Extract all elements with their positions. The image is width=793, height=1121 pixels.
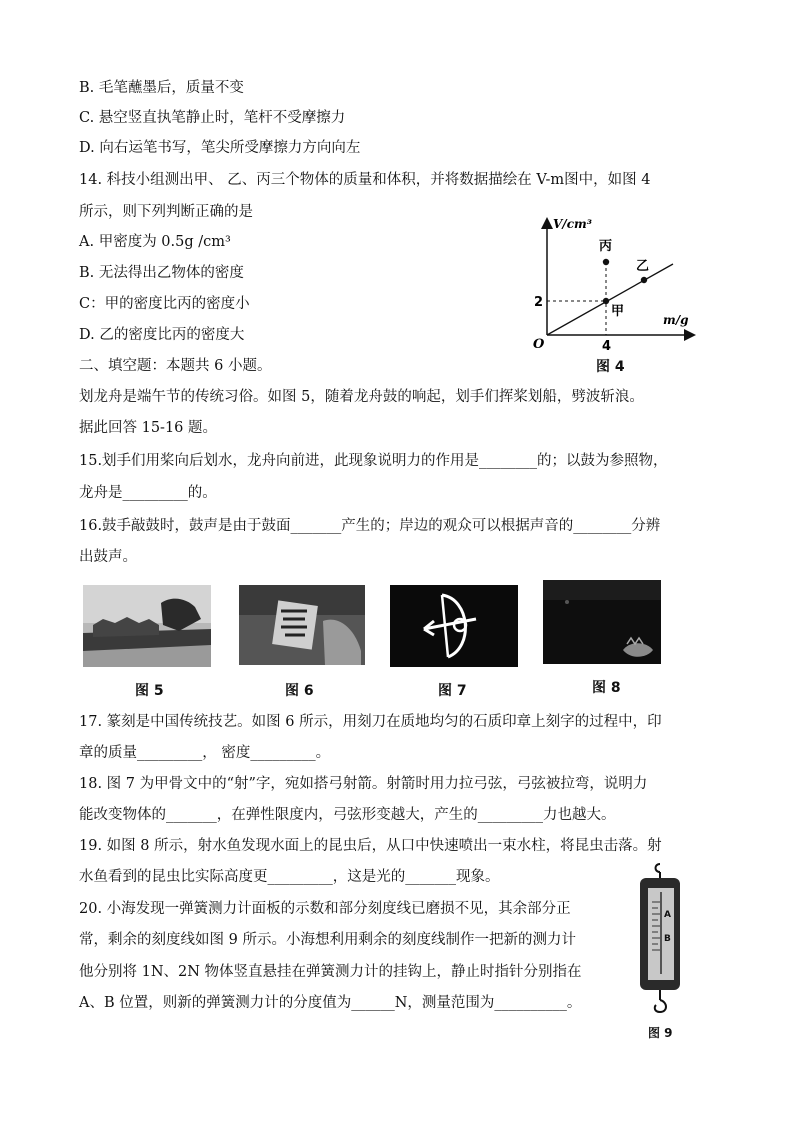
question-20-line-1: 20. 小海发现一弹簧测力计面板的示数和部分刻度线已磨损不见，其余部分正 — [79, 901, 571, 917]
figure-8-archer-fish-photo — [543, 580, 661, 664]
x-tick-4: 4 — [602, 339, 612, 354]
label-yi: 乙 — [636, 259, 650, 274]
question-16-line-2: 出鼓声。 — [79, 549, 137, 565]
x-axis-label: m/g — [663, 313, 689, 327]
option-c-13: C. 悬空竖直执笔静止时，笔杆不受摩擦力 — [79, 110, 346, 126]
point-jia — [603, 298, 609, 304]
figure-6-caption: 图 6 — [285, 683, 314, 699]
question-14-line-1: 14. 科技小组测出甲、 乙、丙三个物体的质量和体积，并将数据描绘在 V-m图中，如图 4 — [79, 172, 651, 188]
mark-a: A — [664, 910, 671, 920]
passage-line-2: 据此回答 15-16 题。 — [79, 420, 218, 436]
option-d-14: D. 乙的密度比丙的密度大 — [79, 327, 245, 343]
figure-5-caption: 图 5 — [135, 683, 164, 699]
question-15-line-1: 15.划手们用桨向后划水，龙舟向前进，此现象说明力的作用是________的；以鼓为参照物， — [79, 453, 668, 469]
question-20-line-2: 常，剩余的刻度线如图 9 所示。小海想利用剩余的刻度线制作一把新的测力计 — [79, 932, 576, 948]
question-16-line-1: 16.鼓手敲鼓时，鼓声是由于鼓面_______产生的；岸边的观众可以根据声音的________分辨 — [79, 518, 661, 534]
question-20-line-3: 他分别将 1N、2N 物体竖直悬挂在弹簧测力计的挂钩上，静止时指针分别指在 — [79, 964, 582, 980]
label-bing: 丙 — [599, 239, 613, 254]
question-18-line-1: 18. 图 7 为甲骨文中的“射”字，宛如搭弓射箭。射箭时用力拉弓弦，弓弦被拉弯，说明力 — [79, 776, 648, 792]
point-bing — [603, 259, 609, 265]
figure-6-seal-carving-photo — [239, 585, 365, 665]
option-d-13: D. 向右运笔书写，笔尖所受摩擦力方向向左 — [79, 140, 361, 156]
question-17-line-2: 章的质量_________， 密度_________。 — [79, 745, 331, 761]
y-tick-2: 2 — [534, 295, 544, 310]
figure-8-caption: 图 8 — [592, 680, 621, 696]
figure-4-vm-graph — [525, 212, 705, 372]
option-b-13: B. 毛笔蘸墨后，质量不变 — [79, 80, 244, 96]
option-b-14: B. 无法得出乙物体的密度 — [79, 265, 244, 281]
density-line — [547, 264, 673, 335]
question-20-line-4: A、B 位置，则新的弹簧测力计的分度值为______N，测量范围为__________。 — [79, 995, 582, 1011]
question-15-line-2: 龙舟是_________的。 — [79, 485, 217, 501]
figure-7-caption: 图 7 — [438, 683, 467, 699]
figure-7-oracle-shoot-character — [390, 585, 518, 667]
question-17-line-1: 17. 篆刻是中国传统技艺。如图 6 所示，用刻刀在质地均匀的石质印章上刻字的过程中，印 — [79, 714, 662, 730]
label-jia: 甲 — [611, 304, 625, 319]
hook — [655, 1000, 666, 1012]
origin-label: O — [533, 337, 545, 352]
question-19-line-1: 19. 如图 8 所示，射水鱼发现水面上的昆虫后，从口中快速喷出一束水柱，将昆虫击落。射 — [79, 838, 662, 854]
question-18-line-2: 能改变物体的_______，在弹性限度内，弓弦形变越大，产生的_________力也越大。 — [79, 807, 616, 823]
top-ring — [656, 864, 661, 872]
option-a-14: A. 甲密度为 0.5g /cm³ — [79, 234, 231, 250]
y-axis-label: V/cm³ — [553, 217, 592, 231]
point-yi — [641, 277, 647, 283]
section-title-fill-in: 二、填空题：本题共 6 小题。 — [79, 358, 272, 374]
passage-line-1: 划龙舟是端午节的传统习俗。如图 5，随着龙舟鼓的响起，划手们挥桨划船，劈波斩浪。 — [79, 389, 644, 405]
question-19-line-2: 水鱼看到的昆虫比实际高度更_________，这是光的_______现象。 — [79, 869, 500, 885]
figure-5-dragon-boat-photo — [83, 585, 211, 667]
figure-9-caption: 图 9 — [648, 1026, 673, 1040]
mark-b: B — [664, 934, 671, 944]
question-14-line-2: 所示，则下列判断正确的是 — [79, 204, 253, 220]
option-c-14: C：甲的密度比丙的密度小 — [79, 296, 250, 312]
figure-4-caption: 图 4 — [596, 359, 625, 375]
figure-9-spring-scale — [632, 862, 688, 1017]
